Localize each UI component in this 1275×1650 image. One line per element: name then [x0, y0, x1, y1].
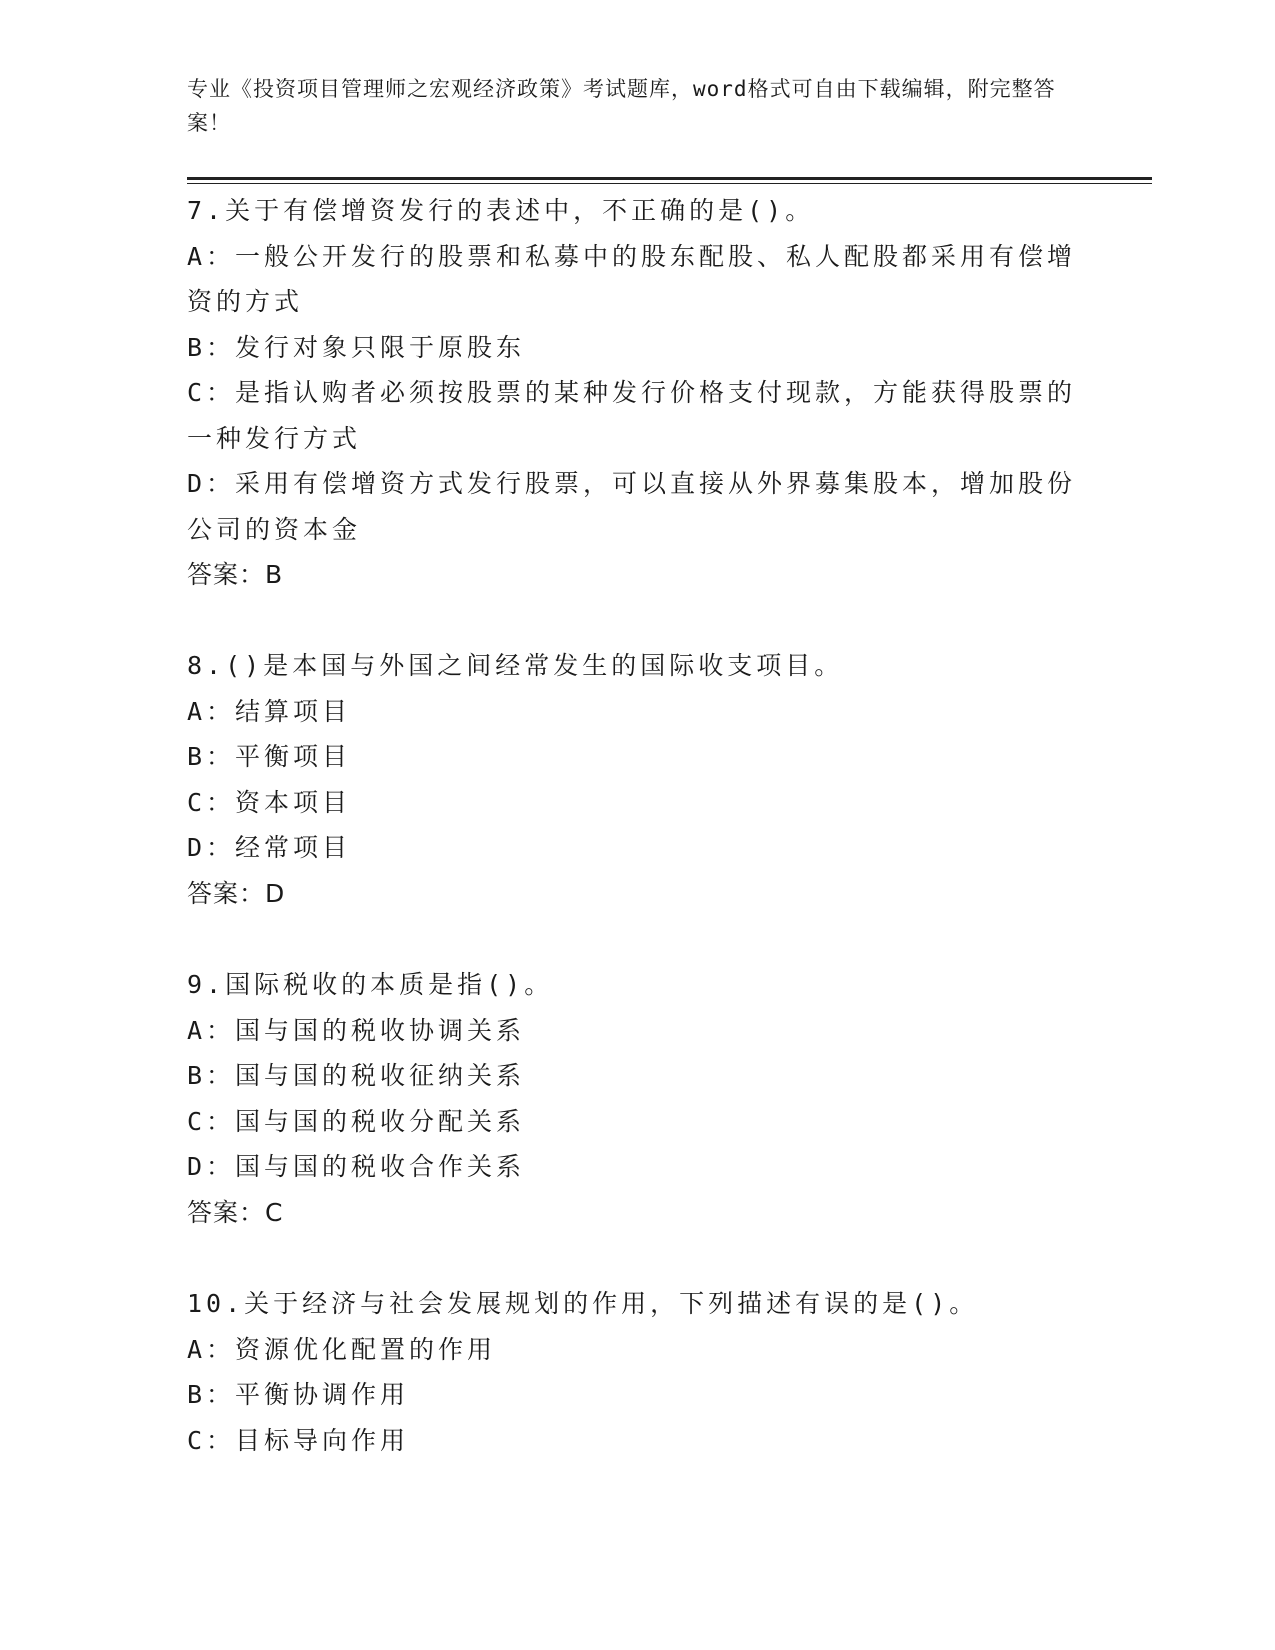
option-a: A：资源优化配置的作用: [187, 1334, 497, 1364]
option-c: C：是指认购者必须按股票的某种发行价格支付现款，方能获得股票的一种发行方式: [187, 378, 1077, 453]
option-a: A：结算项目: [187, 696, 352, 726]
question-10: [187, 1281, 1087, 1463]
answer-line: 答案：B: [187, 560, 284, 589]
answer-line: 答案：C: [187, 1197, 284, 1227]
header-divider-thin: [187, 183, 1152, 184]
option-b: B：平衡项目: [187, 742, 352, 771]
question-9: [187, 962, 1087, 1235]
option-a: A：一般公开发行的股票和私募中的股东配股、私人配股都采用有偿增资的方式: [187, 241, 1077, 316]
answer-line: 答案：D: [187, 878, 286, 908]
option-b: B：国与国的税收征纳关系: [187, 1061, 526, 1090]
question-7: [187, 188, 1087, 598]
header-intro-text: 专业《投资项目管理师之宏观经济政策》考试题库，word格式可自由下载编辑，附完整答案！: [187, 77, 1056, 135]
option-a: A：国与国的税收协调关系: [187, 1015, 526, 1045]
option-c: C：目标导向作用: [187, 1425, 410, 1455]
option-c: C：国与国的税收分配关系: [187, 1106, 526, 1136]
option-b: B：发行对象只限于原股东: [187, 332, 526, 362]
question-8: [187, 643, 1087, 916]
question-title: 9.国际税收的本质是指()。: [187, 970, 554, 999]
option-b: B：平衡协调作用: [187, 1380, 410, 1409]
option-d: D：国与国的税收合作关系: [187, 1152, 526, 1181]
question-title: 8.()是本国与外国之间经常发生的国际收支项目。: [187, 651, 844, 680]
header-divider-thick: [187, 177, 1152, 180]
question-title: 7.关于有偿增资发行的表述中，不正确的是()。: [187, 196, 815, 225]
question-title: 10.关于经济与社会发展规划的作用，下列描述有误的是()。: [187, 1289, 979, 1318]
option-d: D：经常项目: [187, 833, 352, 862]
option-c: C：资本项目: [187, 787, 352, 817]
document-header: [187, 72, 1067, 140]
option-d: D：采用有偿增资方式发行股票，可以直接从外界募集股本，增加股份公司的资本金: [187, 469, 1077, 544]
